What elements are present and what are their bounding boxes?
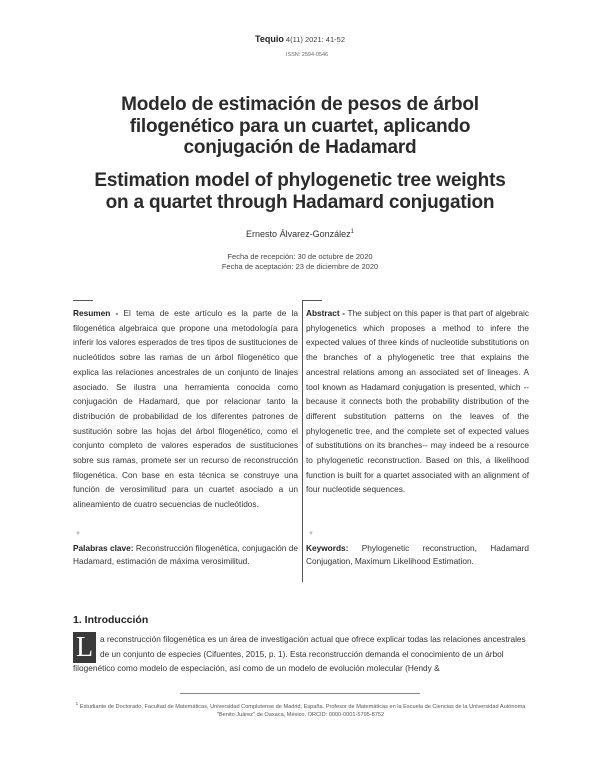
author-name: Ernesto Álvarez-González — [246, 229, 351, 239]
title-english-line: on a quartet through Hadamard conjugation — [105, 191, 495, 213]
journal-citation: 4(11) 2021: 41-52 — [285, 35, 345, 44]
triangle-marker-icon: ▼ — [75, 531, 81, 537]
keywords-text: Phylogenetic reconstruction, Hadamard Conjugation, Maximum Likelihood Estimation. — [306, 543, 529, 566]
abstract-top-rule — [302, 300, 322, 301]
column-divider — [302, 300, 303, 582]
date-received: Fecha de recepción: 30 de octubre de 2020 — [227, 252, 373, 261]
title-spanish-line: conjugación de Hadamard — [183, 137, 417, 158]
intro-paragraph — [73, 632, 528, 676]
journal-name: Tequio — [255, 34, 284, 44]
publication-dates — [0, 252, 600, 272]
resumen-text: El tema de este artículo es la parte de la filogenética algebraica que propone una metodología para inferir los valores esperados de tres tipos de sustituciones de nucleótidos sobre las ramas de un árbol filogenético que explica las relaciones ancestrales de un conjunto de linajes asociado. Se ilustra una herramienta conocida como conjugación de Hadamard, que por relacionar tanto la distribución de probabilidad de los diferentes patrones de sustitución sobre las hojas del árbol filogenético, como el conjunto completo de valores esperados de sustituciones sobre sus ramas, promete ser un recurso de reconstrucción filogenética. Con base en esta técnica se construye una función de verosimilitud para un cuartet asociado a un alineamiento de cuatro secuencias de nucleótidos. — [73, 308, 298, 510]
keywords-label: Keywords: — [306, 543, 349, 553]
abstract-block — [306, 306, 529, 497]
title-spanish-line: Modelo de estimación de pesos de árbol — [121, 94, 479, 115]
footnote — [73, 700, 528, 719]
palabras-clave-label: Palabras clave: — [73, 543, 134, 553]
date-accepted: Fecha de aceptación: 23 de diciembre de 2020 — [221, 262, 379, 271]
title-english-line: Estimation model of phylogenetic tree weights — [94, 170, 506, 191]
title-english — [40, 170, 560, 213]
keywords-block — [306, 542, 529, 567]
author-footnote-mark[interactable]: 1 — [350, 229, 354, 235]
title-spanish — [40, 94, 560, 159]
footnote-mark: 1 — [75, 701, 79, 706]
footnote-text: Estudiante de Doctorado, Facultad de Matemáticas, Universidad Complutense de Madrid, España. Profesor de Matemáticas en la Escuela de Ciencias de la Universidad Autónoma "Benito Juárez" de Oaxaca, México. ORCID: 0000-0001-5795-8752 — [79, 703, 526, 718]
resumen-top-rule — [73, 300, 93, 301]
title-spanish-line: filogenético para un cuartet, aplicando — [129, 115, 471, 137]
author — [0, 229, 600, 239]
resumen-label: Resumen - — [73, 308, 124, 318]
drop-cap: L — [73, 632, 96, 663]
palabras-clave-text: Reconstrucción filogenética, conjugación de Hadamard, estimación de máxima verosimilitud. — [73, 543, 298, 566]
footnote-rule — [180, 693, 420, 694]
intro-text: a reconstrucción filogenética es un área de investigación actual que ofrece explicar todas las relaciones ancestrales de un conjunto de especies (Cifuentes, 2015, p. 1). Esta reconstrucción demanda el conocimiento de un árbol filogenético como modelo de especiación, así como de un modelo de evolución molecular (Hendy & — [73, 634, 526, 673]
abstract-text: The subject on this paper is that part of algebraic phylogenetics which proposes a method to infere the expected values of three kinds of nucleotide substitutions on the branches of a phylogenetic tree that explains the ancestral relations among an associated set of lineages. A tool known as Hadamard conjugation is presented, which --because it connects both the probability distribution of the different substitution patterns on the leaves of the phylogenetic tree, and the complete set of expected values of substitutions on its branches-- may indeed be a resource to phylogenetic reconstruction. Based on this, a likelihood function is built for a quartet associated with an alignment of four nucleotide sequences. — [306, 308, 529, 495]
journal-header — [0, 34, 600, 44]
abstract-label: Abstract - — [306, 308, 348, 318]
issn: ISSN: 2594-0546 — [285, 52, 329, 58]
triangle-marker-icon: ▼ — [308, 531, 314, 537]
section-title: 1. Introducción — [73, 614, 149, 626]
resumen-block — [73, 306, 298, 512]
palabras-clave-block — [73, 542, 298, 567]
